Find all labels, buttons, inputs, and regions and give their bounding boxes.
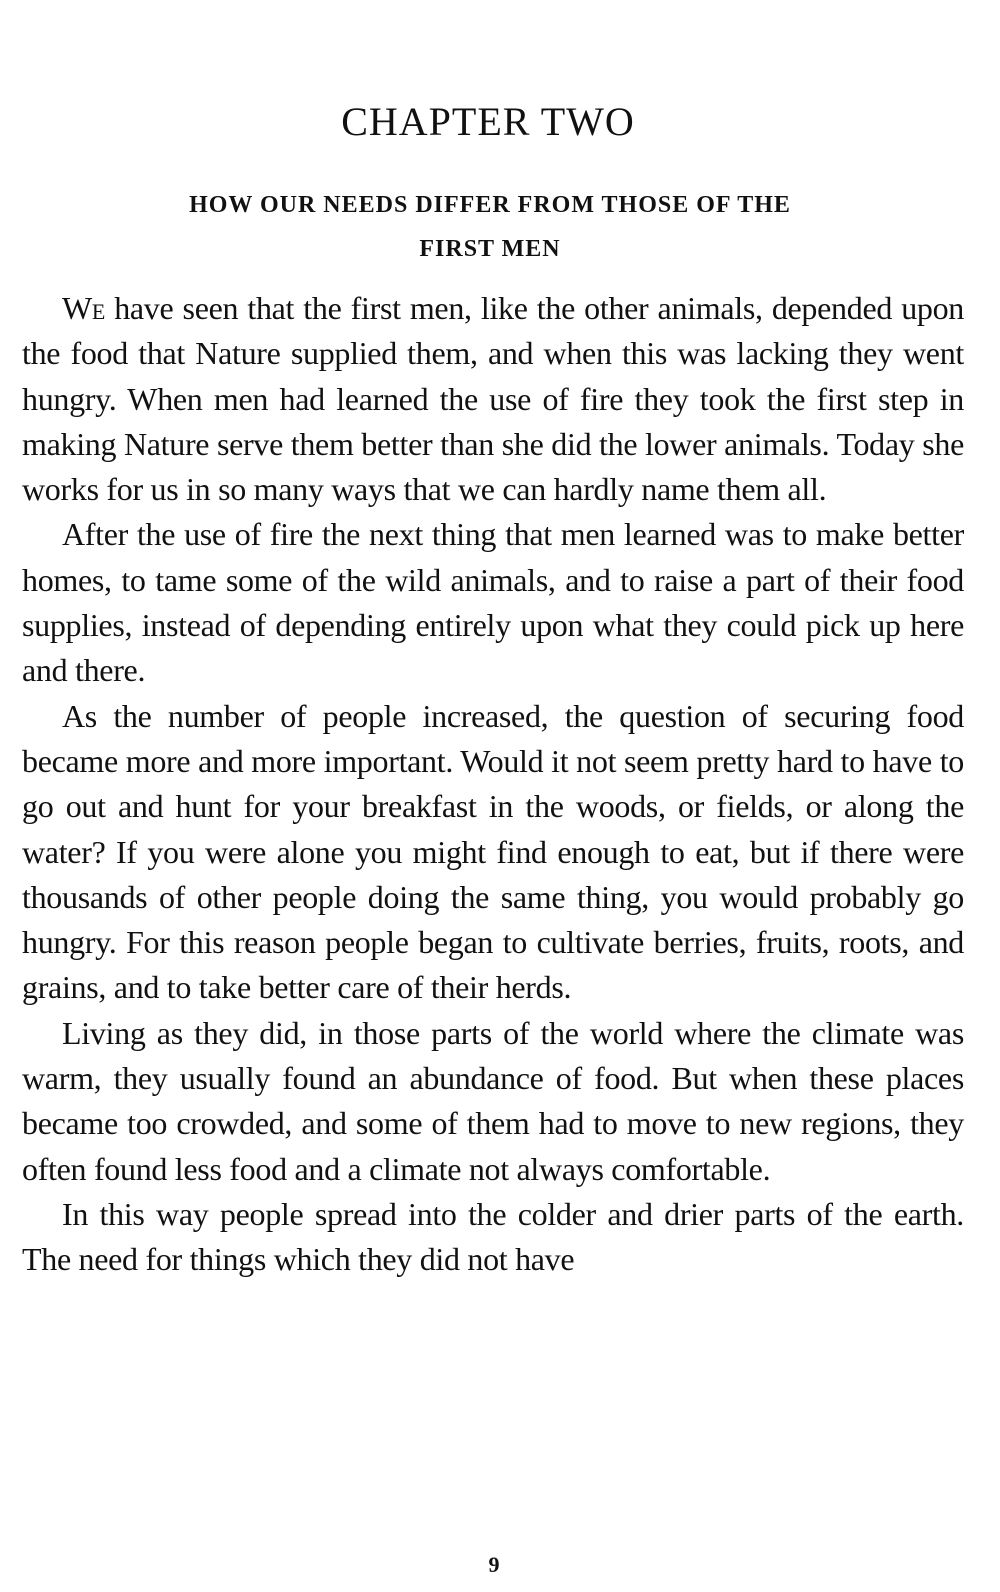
paragraph-3: As the number of people increased, the question of securing food became more and more important. Would it not seem pretty hard to have to go out and hunt for your breakfast in the woods, or fields, or along the water? If you were alone you might find enough to eat, but if there were thousands of other people doing the same thing, you would probably go hungry. For this reason people began to cultivate berries, fruits, roots, and grains, and to take better care of their herds.: [22, 697, 964, 1006]
paragraph-4: Living as they did, in those parts of the world where the climate was warm, they usually found an abundance of food. But when these places became too crowded, and some of them had to move to new regions, they often found less food and a climate not always comfortable.: [22, 1014, 964, 1187]
paragraph-2: After the use of fire the next thing that men learned was to make better homes, to tame some of the wild animals, and to raise a part of their food supplies, instead of depending entirely upon what they could pick up here and there.: [22, 516, 964, 689]
paragraph-lead-word: We: [62, 290, 106, 326]
chapter-subtitle-line-1: HOW OUR NEEDS DIFFER FROM THOSE OF THE: [189, 192, 791, 218]
chapter-subtitle: [90, 183, 890, 271]
paragraph-1-text: have seen that the first men, like the other animals, depended upon the food that Nature supplied them, and when this was lacking they went hungry. When men had learned the use of fire they took the first step in making Nature serve them better than she did the lower animals. Today she works for us in so many ways that we can hardly name them all.: [22, 290, 964, 508]
page-number: 9: [488, 1552, 500, 1577]
chapter-title: CHAPTER TWO: [341, 99, 635, 144]
chapter-body: [22, 286, 964, 1283]
paragraph-5: In this way people spread into the colder and drier parts of the earth. The need for things which they did not have: [22, 1195, 964, 1278]
chapter-subtitle-line-2: FIRST MEN: [419, 236, 561, 262]
paragraph-1: [22, 286, 964, 512]
